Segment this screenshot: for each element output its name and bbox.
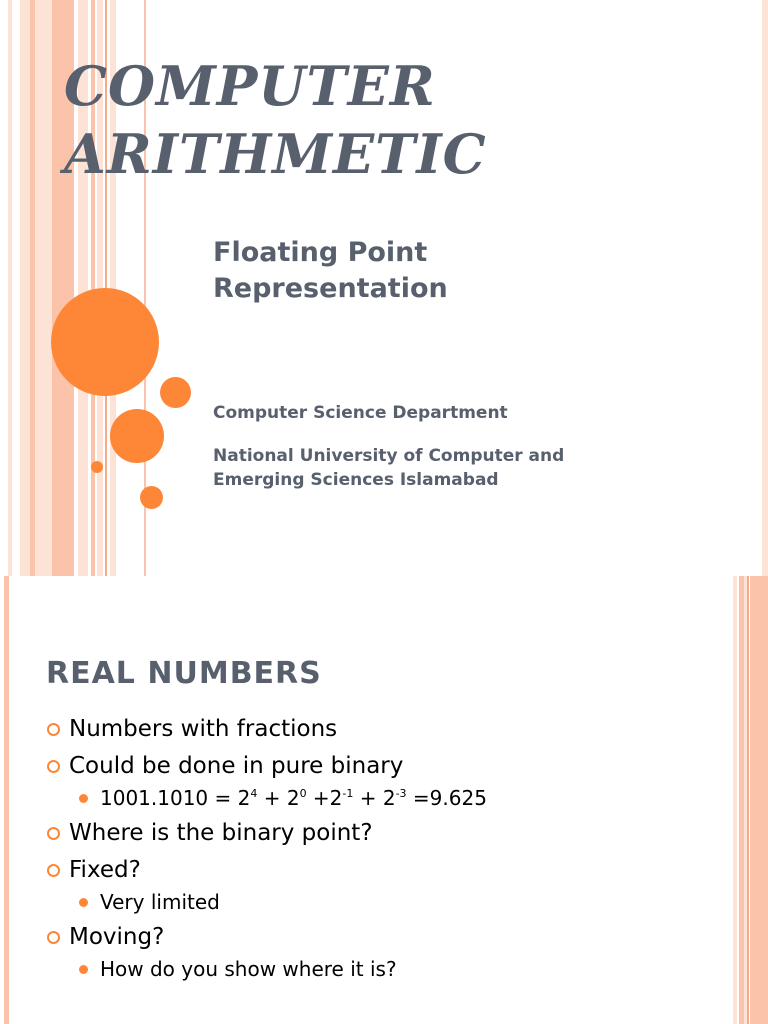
small-circle-bottom (140, 486, 163, 509)
tiny-circle (91, 461, 103, 473)
list-item-text: How do you show where it is? (100, 957, 397, 981)
bullet-list (0, 714, 487, 989)
list-item-text: Fixed? (69, 857, 141, 883)
hollow-bullet-icon (47, 723, 60, 736)
list-item (0, 922, 487, 952)
list-item-text: Moving? (69, 924, 165, 950)
hollow-bullet-icon (47, 864, 60, 877)
sub-list-item (0, 956, 487, 982)
list-item-text: Very limited (100, 890, 220, 914)
sub-list-item (0, 889, 487, 915)
title-line-1: COMPUTER (64, 54, 436, 118)
list-item (0, 751, 487, 781)
filled-bullet-icon (79, 898, 88, 907)
list-item-text: Where is the binary point? (69, 820, 373, 846)
small-circle-right (160, 377, 191, 408)
medium-circle (110, 409, 164, 463)
list-item (0, 714, 487, 744)
list-item (0, 818, 487, 848)
subtitle-line-1: Floating Point (213, 237, 428, 268)
list-item-text: Numbers with fractions (69, 716, 338, 742)
department-name: Computer Science Department (213, 403, 508, 423)
university-line-2: Emerging Sciences Islamabad (213, 470, 499, 490)
university-line-1: National University of Computer and (213, 446, 565, 466)
hollow-bullet-icon (47, 931, 60, 944)
filled-bullet-icon (79, 965, 88, 974)
subtitle-line-2: Representation (213, 273, 448, 304)
sub-list-item (0, 785, 487, 811)
slide-subtitle (213, 235, 448, 307)
title-line-2: ARITHMETIC (64, 122, 487, 186)
hollow-bullet-icon (47, 760, 60, 773)
hollow-bullet-icon (47, 827, 60, 840)
slide-title (64, 52, 487, 188)
large-circle (51, 288, 159, 396)
binary-equation: $1001.1010 = 2^4 + 2^0 +2^{-1} + 2^{-3} =9.625$ (100, 786, 487, 810)
list-item (0, 855, 487, 885)
content-slide (0, 576, 768, 1024)
list-item-text: Could be done in pure binary (69, 753, 404, 779)
university-name (213, 444, 564, 492)
filled-bullet-icon (79, 794, 88, 803)
slide-title: REAL NUMBERS (46, 656, 322, 691)
